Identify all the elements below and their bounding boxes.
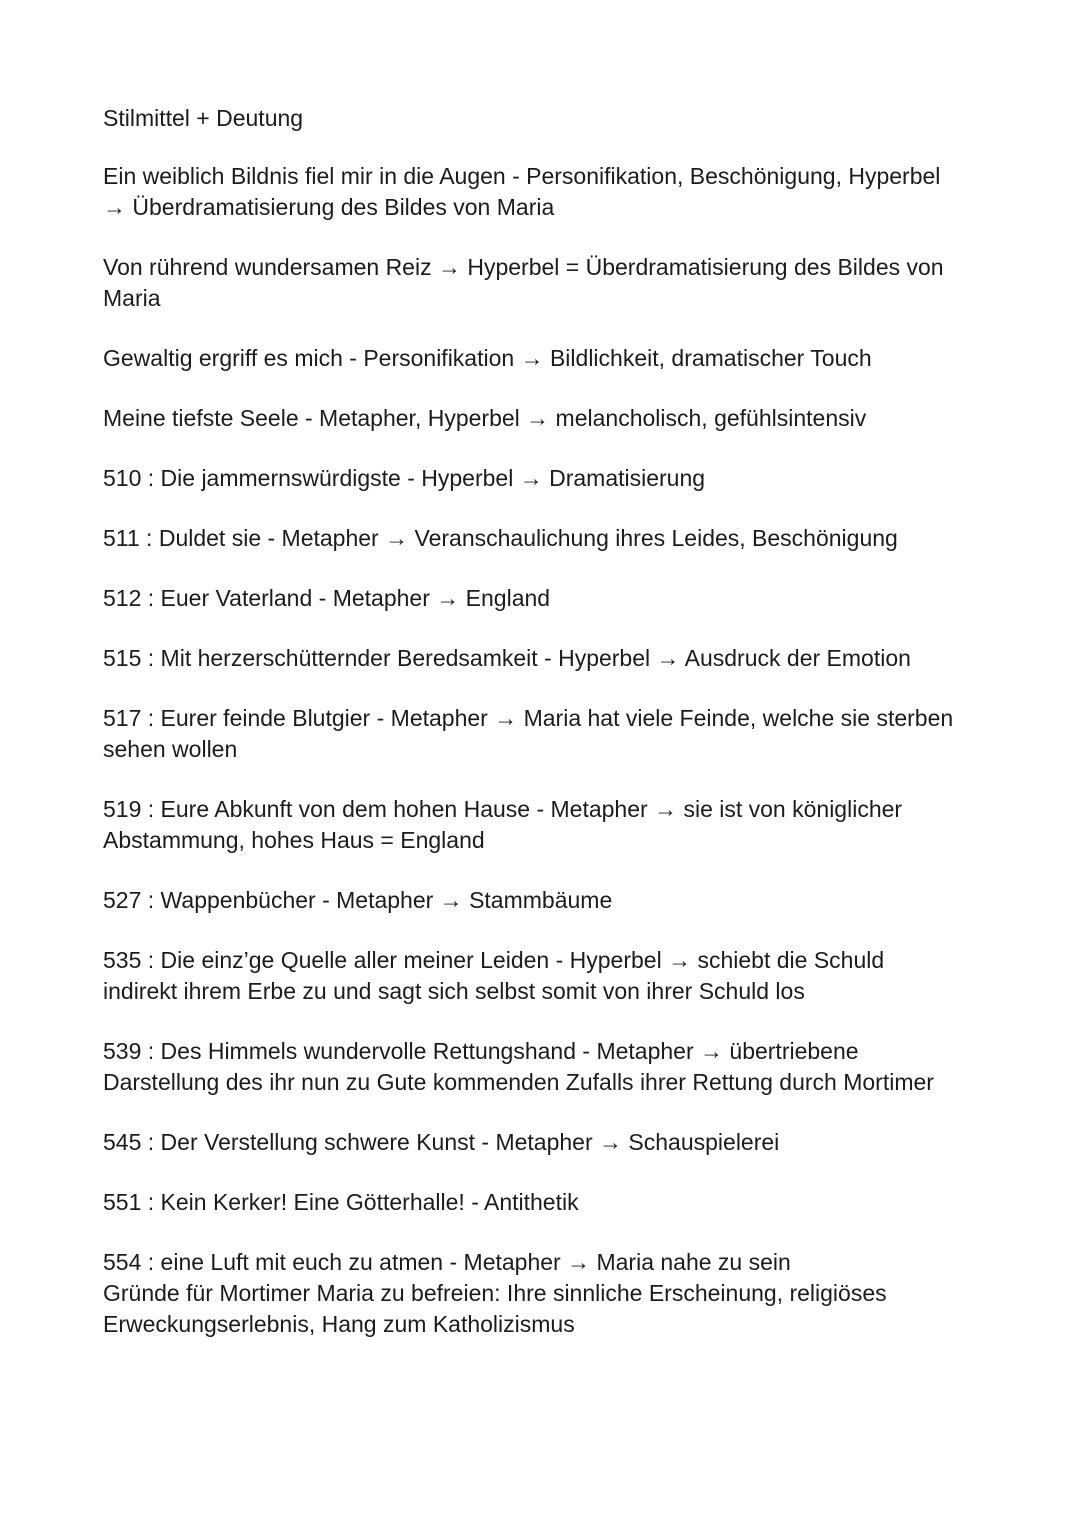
entry-line: Abstammung, hohes Haus = England bbox=[103, 827, 485, 853]
entry-line: 519 : Eure Abkunft von dem hohen Hause - Metapher → sie ist von königlicher bbox=[103, 796, 903, 822]
entry-512 bbox=[103, 583, 1003, 614]
entry-line: sehen wollen bbox=[103, 736, 238, 762]
entry-539 bbox=[103, 1036, 1003, 1098]
entry-519 bbox=[103, 794, 1003, 856]
entry-515 bbox=[103, 643, 1003, 674]
entry-line: Von rührend wundersamen Reiz → Hyperbel = Überdramatisierung des Bildes von bbox=[103, 254, 944, 280]
entry-reiz bbox=[103, 252, 1003, 314]
entry-seele bbox=[103, 403, 1003, 434]
entry-line: Maria bbox=[103, 285, 161, 311]
entry-545 bbox=[103, 1127, 1003, 1158]
entry-line: 512 : Euer Vaterland - Metapher → England bbox=[103, 585, 551, 611]
entry-line: → Überdramatisierung des Bildes von Maria bbox=[103, 194, 555, 220]
entry-line: 510 : Die jammernswürdigste - Hyperbel → Dramatisierung bbox=[103, 465, 706, 491]
entry-line: 551 : Kein Kerker! Eine Götterhalle! - Antithetik bbox=[103, 1189, 579, 1215]
entry-510 bbox=[103, 463, 1003, 494]
entry-bildnis bbox=[103, 161, 1003, 223]
entry-line: 535 : Die einz’ge Quelle aller meiner Leiden - Hyperbel → schiebt die Schuld bbox=[103, 947, 885, 973]
entry-line: 517 : Eurer feinde Blutgier - Metapher → Maria hat viele Feinde, welche sie sterben bbox=[103, 705, 954, 731]
entry-line: Gewaltig ergriff es mich - Personifikation → Bildlichkeit, dramatischer Touch bbox=[103, 345, 872, 371]
entry-gewaltig bbox=[103, 343, 1003, 374]
entry-527 bbox=[103, 885, 1003, 916]
entry-line: Meine tiefste Seele - Metapher, Hyperbel → melancholisch, gefühlsintensiv bbox=[103, 405, 867, 431]
entry-line: Gründe für Mortimer Maria zu befreien: Ihre sinnliche Erscheinung, religiöses bbox=[103, 1280, 887, 1306]
entry-line: Erweckungserlebnis, Hang zum Katholizismus bbox=[103, 1311, 575, 1337]
entry-535 bbox=[103, 945, 1003, 1007]
entry-line: 515 : Mit herzerschütternder Beredsamkeit - Hyperbel → Ausdruck der Emotion bbox=[103, 645, 911, 671]
entry-511 bbox=[103, 523, 1003, 554]
document-title: Stilmittel + Deutung bbox=[103, 105, 304, 131]
entry-554 bbox=[103, 1247, 1003, 1340]
entry-line: 511 : Duldet sie - Metapher → Veranschaulichung ihres Leides, Beschönigung bbox=[103, 525, 898, 551]
entry-line: 554 : eine Luft mit euch zu atmen - Metapher → Maria nahe zu sein bbox=[103, 1249, 791, 1275]
entry-517 bbox=[103, 703, 1003, 765]
document-page bbox=[103, 103, 1003, 1340]
entry-line: 545 : Der Verstellung schwere Kunst - Metapher → Schauspielerei bbox=[103, 1129, 780, 1155]
entry-line: indirekt ihrem Erbe zu und sagt sich selbst somit von ihrer Schuld los bbox=[103, 978, 805, 1004]
entry-line: 527 : Wappenbücher - Metapher → Stammbäume bbox=[103, 887, 613, 913]
entry-line: Ein weiblich Bildnis fiel mir in die Augen - Personifikation, Beschönigung, Hyperbel bbox=[103, 163, 941, 189]
entry-551 bbox=[103, 1187, 1003, 1218]
entry-line: Darstellung des ihr nun zu Gute kommenden Zufalls ihrer Rettung durch Mortimer bbox=[103, 1069, 934, 1095]
entry-line: 539 : Des Himmels wundervolle Rettungshand - Metapher → übertriebene bbox=[103, 1038, 859, 1064]
